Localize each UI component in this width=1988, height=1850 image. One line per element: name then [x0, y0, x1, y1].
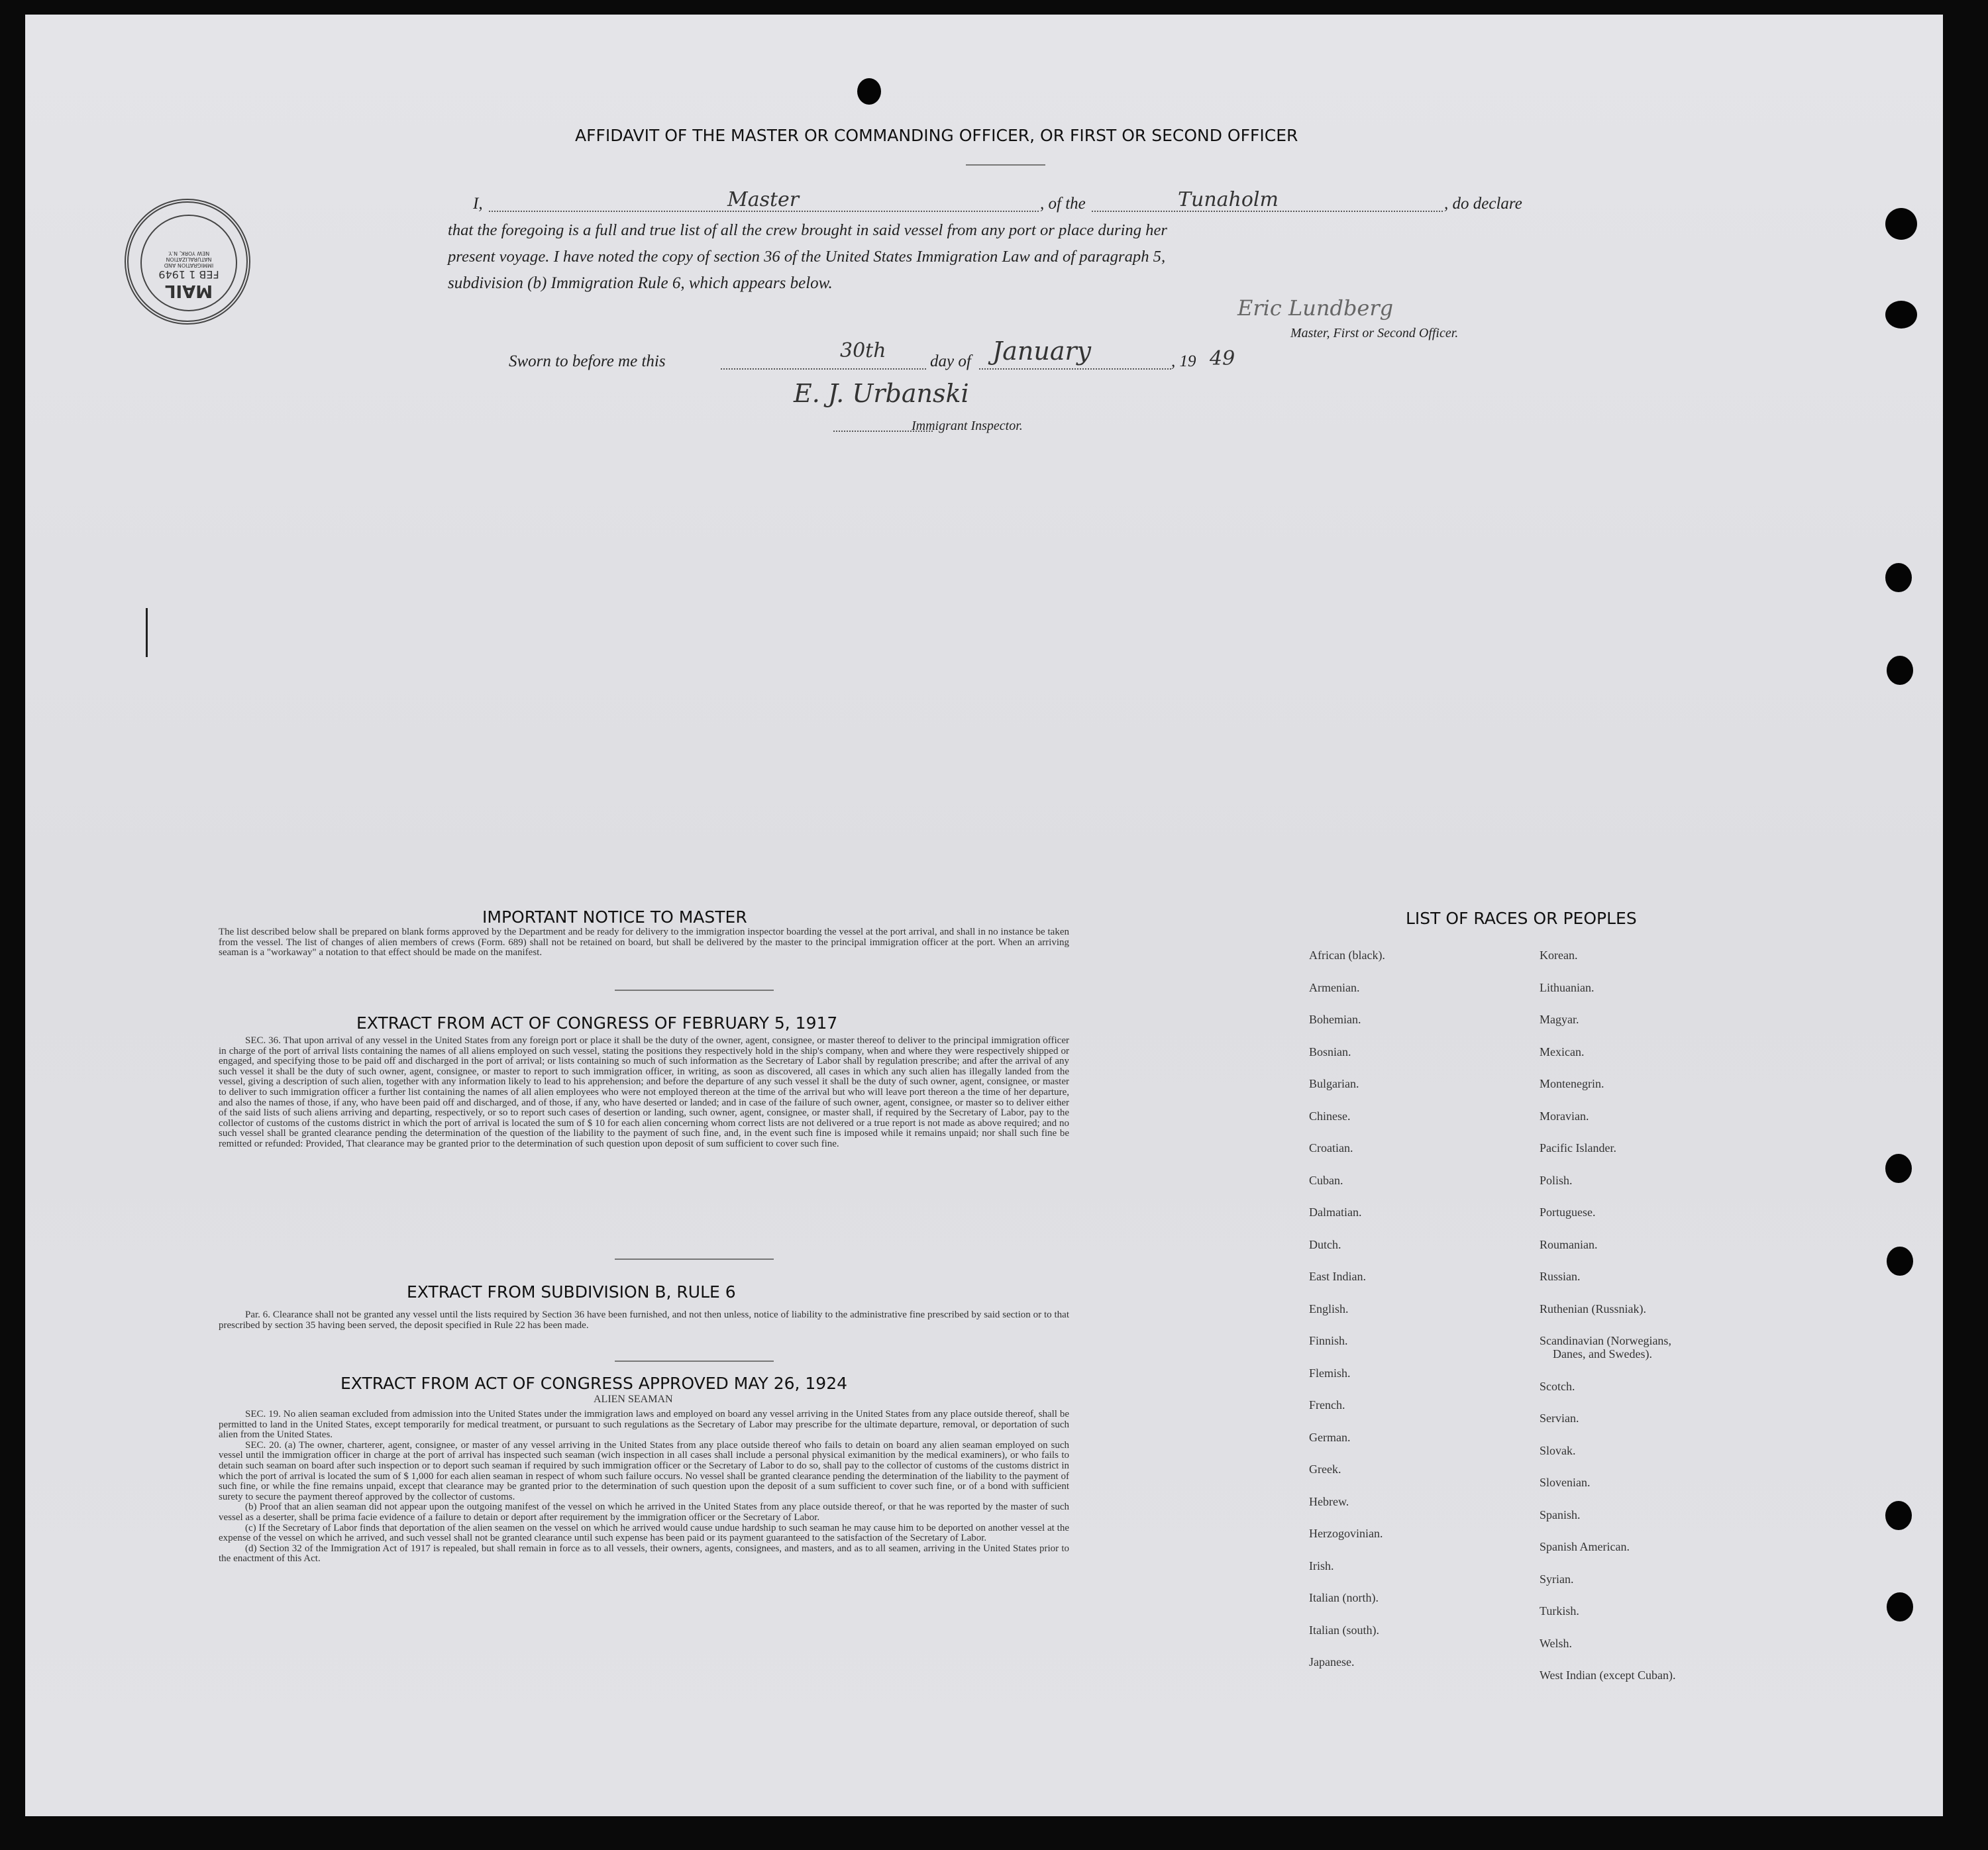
race-item: Spanish American. [1540, 1540, 1630, 1553]
race-item: Cuban. [1309, 1173, 1343, 1187]
race-item: Servian. [1540, 1412, 1579, 1425]
punch-hole [1885, 208, 1917, 240]
race-item: Korean. [1540, 949, 1578, 962]
race-item: Spanish. [1540, 1508, 1581, 1521]
race-item: Irish. [1309, 1559, 1334, 1572]
race-item: West Indian (except Cuban). [1540, 1669, 1676, 1682]
margin-mark [146, 608, 148, 657]
race-item: Syrian. [1540, 1572, 1574, 1586]
affidavit-line-2: that the foregoing is a full and true list of all the crew brought in said vessel from any port or place during her [448, 221, 1167, 239]
divider [615, 1259, 774, 1260]
month-field [979, 368, 1171, 370]
race-item: Bulgarian. [1309, 1077, 1359, 1090]
race-item: Croatian. [1309, 1141, 1353, 1155]
race-item: Moravian. [1540, 1109, 1589, 1123]
stamp-city: NEW YORK, N.Y. [168, 250, 210, 256]
stamp-mail: MAIL [164, 281, 213, 301]
race-item: East Indian. [1309, 1270, 1366, 1283]
race-item: African (black). [1309, 949, 1385, 962]
handwritten-month: January [992, 336, 1092, 366]
handwritten-year: 49 [1210, 347, 1235, 370]
stamp-office: IMMIGRATION AND NATURALIZATION [164, 256, 214, 268]
affidavit-line-4: subdivision (b) Immigration Rule 6, which appears below. [448, 274, 833, 292]
race-item: Scandinavian (Norwegians, [1540, 1334, 1671, 1347]
affidavit-i-label: I, [473, 195, 483, 213]
notice-title: IMPORTANT NOTICE TO MASTER [482, 907, 747, 927]
sworn-label: Sworn to before me this [509, 352, 666, 370]
day-field [721, 368, 926, 370]
punch-hole [1885, 1501, 1912, 1530]
handwritten-vessel: Tunaholm [1178, 188, 1279, 211]
race-item: Russian. [1540, 1270, 1581, 1283]
handwritten-role: Master [727, 188, 800, 211]
notice-text: The list described below shall be prepared on blank forms approved by the Department and be ready for delivery to the immigration inspector boarding the vessel at the port arrival, and shall in no instance be taken from the vessel. The list of changes of alien members of crews (Form. 689) shall not be retained on board, but shall be delivered by the master to the principal immigration officer at the port. When an arriving seaman is a "workaway" a notation to that effect should be made on the manifest. [219, 927, 1069, 958]
race-item: Chinese. [1309, 1109, 1351, 1123]
punch-hole [1885, 301, 1917, 329]
race-item: Montenegrin. [1540, 1077, 1604, 1090]
punch-hole [857, 78, 881, 105]
punch-hole [1885, 1154, 1912, 1183]
extract-rule6-text: Par. 6. Clearance shall not be granted any vessel until the lists required by Section 36 have been furnished, and not then unless, notice of liability to the administrative fine prescribed by said section or to that prescribed by section 35 having been served, the deposit specified in Rule 22 has been made. [219, 1310, 1069, 1331]
inspector-signature: E. J. Urbanski [794, 379, 969, 408]
race-item: Hebrew. [1309, 1494, 1349, 1508]
race-item: Roumanian. [1540, 1237, 1598, 1251]
extract-1924-title: EXTRACT FROM ACT OF CONGRESS APPROVED MAY 26, 1924 [340, 1374, 848, 1393]
race-item: Armenian. [1309, 980, 1360, 994]
races-left-column [1309, 949, 1508, 1690]
divider [615, 1361, 774, 1362]
race-item: Magyar. [1540, 1013, 1579, 1026]
race-item: Scotch. [1540, 1379, 1575, 1393]
sec-20-b: (b) Proof that an alien seaman did not appear upon the outgoing manifest of the vessel on which he arrived in the United States from any place outside thereof, or that he was reported by the master of such vessel as a deserter, shall be prima facie evidence of a failure to detain or deport after requirement by the immigration officer or the Secretary of Labor. [219, 1502, 1069, 1523]
year-prefix: , 19 [1171, 352, 1196, 370]
handwritten-day: 30th [840, 339, 886, 362]
extract-1917-text: SEC. 36. That upon arrival of any vessel in the United States from any foreign port or place it shall be the duty of the owner, agent, consignee, or master thereof to deliver to the principal immigration officer in charge of the port of arrival lists containing the names of all aliens employed on such vessel, stating the positions they respectively hold in the ship's company, when and where they were respectively shipped or engaged, and specifying those to be paid off and discharged in the port of arrival; or lists containing so much of such information as the Secretary of Labor shall by regulation prescribe; and after the arrival of any such vessel it shall be the duty of such owner, agent, consignee, or master to report to such immigration officer, in writing, as soon as discovered, all cases in which any such alien has illegally landed from the vessel, giving a description of such alien, together with any information likely to lead to his apprehension; and before the departure of any such vessel it shall be the duty of such owner, agent, consignee, or master to deliver to such immigration officer a further list containing the names of all alien employees who were not employed thereon at the time of the arrival but who will leave port thereon a the time of her departure, and also the names of those, if any, who have been paid off and discharged, and of those, if any, who have deserted or landed; and in case of the failure of such owner, agent, consignee, or master so to deliver either of the said lists of such aliens arriving and departing, respectively, or so to report such cases of desertion or landing, such owner, agent, consignee, or master shall, if required by the Secretary of Labor, pay to the collector of customs of the customs district in which the port of arrival is located the sum of $ 10 for each alien concerning whom correct lists are not delivered or a true report is not made as above required; and no such vessel shall be granted clearance pending the determination of the question of the liability to the payment of such fine, and, in the event such fine is imposed while it remains unpaid; nor shall such fine be remitted or refunded: Provided, That clearance may be granted prior to the determination of such question upon deposit of sum sufficient to cover such fine. [219, 1035, 1069, 1149]
race-item: Greek. [1309, 1463, 1341, 1476]
sec-20-a: SEC. 20. (a) The owner, charterer, agent, consignee, or master of any vessel arriving in the United States from any place outside thereof who fails to detain on board any alien seaman employed on such vessel until the immigration officer in charge at the port of arrival has inspected such seaman (wich inspection in all cases shall include a personal physical eximanition by the medical examiners), or who fails to detain such seaman on board after such inspection or to deport such seaman if required by such immigration officer or the Secretary of Labor to do so, shall pay to the collector of customs of the customs district in which the port of arrival is located the sum of $ 1,000 for each alien seaman in respect of whom such failure occurs. No vessel shall be granted clearance pending the determination of the liability to the payment of such fine, or while the fine remains unpaid, except that clearance may be granted prior to the determination of such question upon the deposit of a sum sufficient to cover such fine, or of a bond with sufficient surety to secure the payment thereof approved by the collector of customs. [219, 1439, 1069, 1502]
inspector-caption: Immigrant Inspector. [912, 419, 1023, 433]
extract-rule6-title: EXTRACT FROM SUBDIVISION B, RULE 6 [407, 1282, 736, 1302]
extract-1924-text [219, 1410, 1069, 1565]
punch-hole [1887, 1592, 1913, 1621]
race-item: Ruthenian (Russniak). [1540, 1302, 1646, 1315]
alien-seaman-subtitle: ALIEN SEAMAN [594, 1394, 673, 1405]
race-item: Italian (south). [1309, 1623, 1379, 1637]
punch-hole [1887, 1247, 1913, 1276]
race-item: Pacific Islander. [1540, 1141, 1616, 1155]
race-item: Portuguese. [1540, 1206, 1596, 1219]
signer-caption: Master, First or Second Officer. [1290, 326, 1459, 340]
sec-20-c: (c) If the Secretary of Labor finds that deportation of the alien seamen on the vessel on which he arrived would cause undue hardship to such seaman he may cause him to be deported on another vessel at the expense of the vessel on which he arrived, and such vessel shall not be granted clearance until such expense has been paid or its payment guaranteed to the satisfaction of the Secretary of Labor. [219, 1522, 1069, 1544]
races-title: LIST OF RACES OR PEOPLES [1406, 909, 1637, 928]
race-item: Slovak. [1540, 1443, 1576, 1457]
race-item: Lithuanian. [1540, 980, 1595, 994]
stamp-date: FEB 1 1949 [158, 268, 219, 281]
do-declare-label: , do declare [1444, 195, 1522, 213]
race-item: Flemish. [1309, 1366, 1351, 1380]
race-item: Polish. [1540, 1173, 1573, 1187]
affidavit-title: AFFIDAVIT OF THE MASTER OR COMMANDING OFFICER, OR FIRST OR SECOND OFFICER [575, 126, 1298, 145]
punch-hole [1885, 563, 1912, 592]
race-item: Mexican. [1540, 1045, 1585, 1058]
date-stamp [125, 199, 250, 325]
punch-hole [1887, 656, 1913, 685]
race-item: English. [1309, 1302, 1349, 1315]
sec-20-d: (d) Section 32 of the Immigration Act of 1917 is repealed, but shall remain in force as to all vessels, their owners, agents, consignees, and masters, and as to all seamen, arriving in the United States prior to the enactment of this Act. [219, 1543, 1069, 1565]
race-item: Dalmatian. [1309, 1206, 1362, 1219]
race-item: Herzogovinian. [1309, 1527, 1383, 1540]
divider [615, 990, 774, 991]
race-item: Turkish. [1540, 1604, 1579, 1618]
race-item: Finnish. [1309, 1334, 1348, 1347]
race-item: Japanese. [1309, 1655, 1355, 1669]
divider [966, 164, 1045, 166]
race-item: Dutch. [1309, 1237, 1341, 1251]
of-the-label: , of the [1040, 195, 1086, 213]
race-item: Danes, and Swedes). [1553, 1347, 1652, 1361]
race-item: Italian (north). [1309, 1591, 1379, 1604]
races-right-column [1540, 949, 1805, 1690]
affidavit-line-3: present voyage. I have noted the copy of section 36 of the United States Immigration Law and of paragraph 5, [448, 248, 1166, 266]
race-item: Welsh. [1540, 1636, 1573, 1650]
master-signature: Eric Lundberg [1237, 295, 1394, 321]
race-item: Bohemian. [1309, 1013, 1361, 1026]
extract-1917-title: EXTRACT FROM ACT OF CONGRESS OF FEBRUARY 5, 1917 [356, 1013, 838, 1033]
race-item: German. [1309, 1430, 1351, 1444]
race-item: Slovenian. [1540, 1476, 1591, 1489]
day-of-label: day of [930, 352, 971, 370]
document-page [25, 15, 1943, 1816]
sec-19: SEC. 19. No alien seaman excluded from admission into the United States under the immigration laws and employed on board any vessel arriving in the United States from any place outside thereof, shall be permitted to land in the United States, except temporarily for medical treatment, or pursuant to such regulations as the Secretary of Labor may prescribe for the ultimate departure, removal, or deportation of such alien from the United States. [219, 1409, 1069, 1441]
race-item: French. [1309, 1398, 1345, 1412]
race-item: Bosnian. [1309, 1045, 1351, 1058]
